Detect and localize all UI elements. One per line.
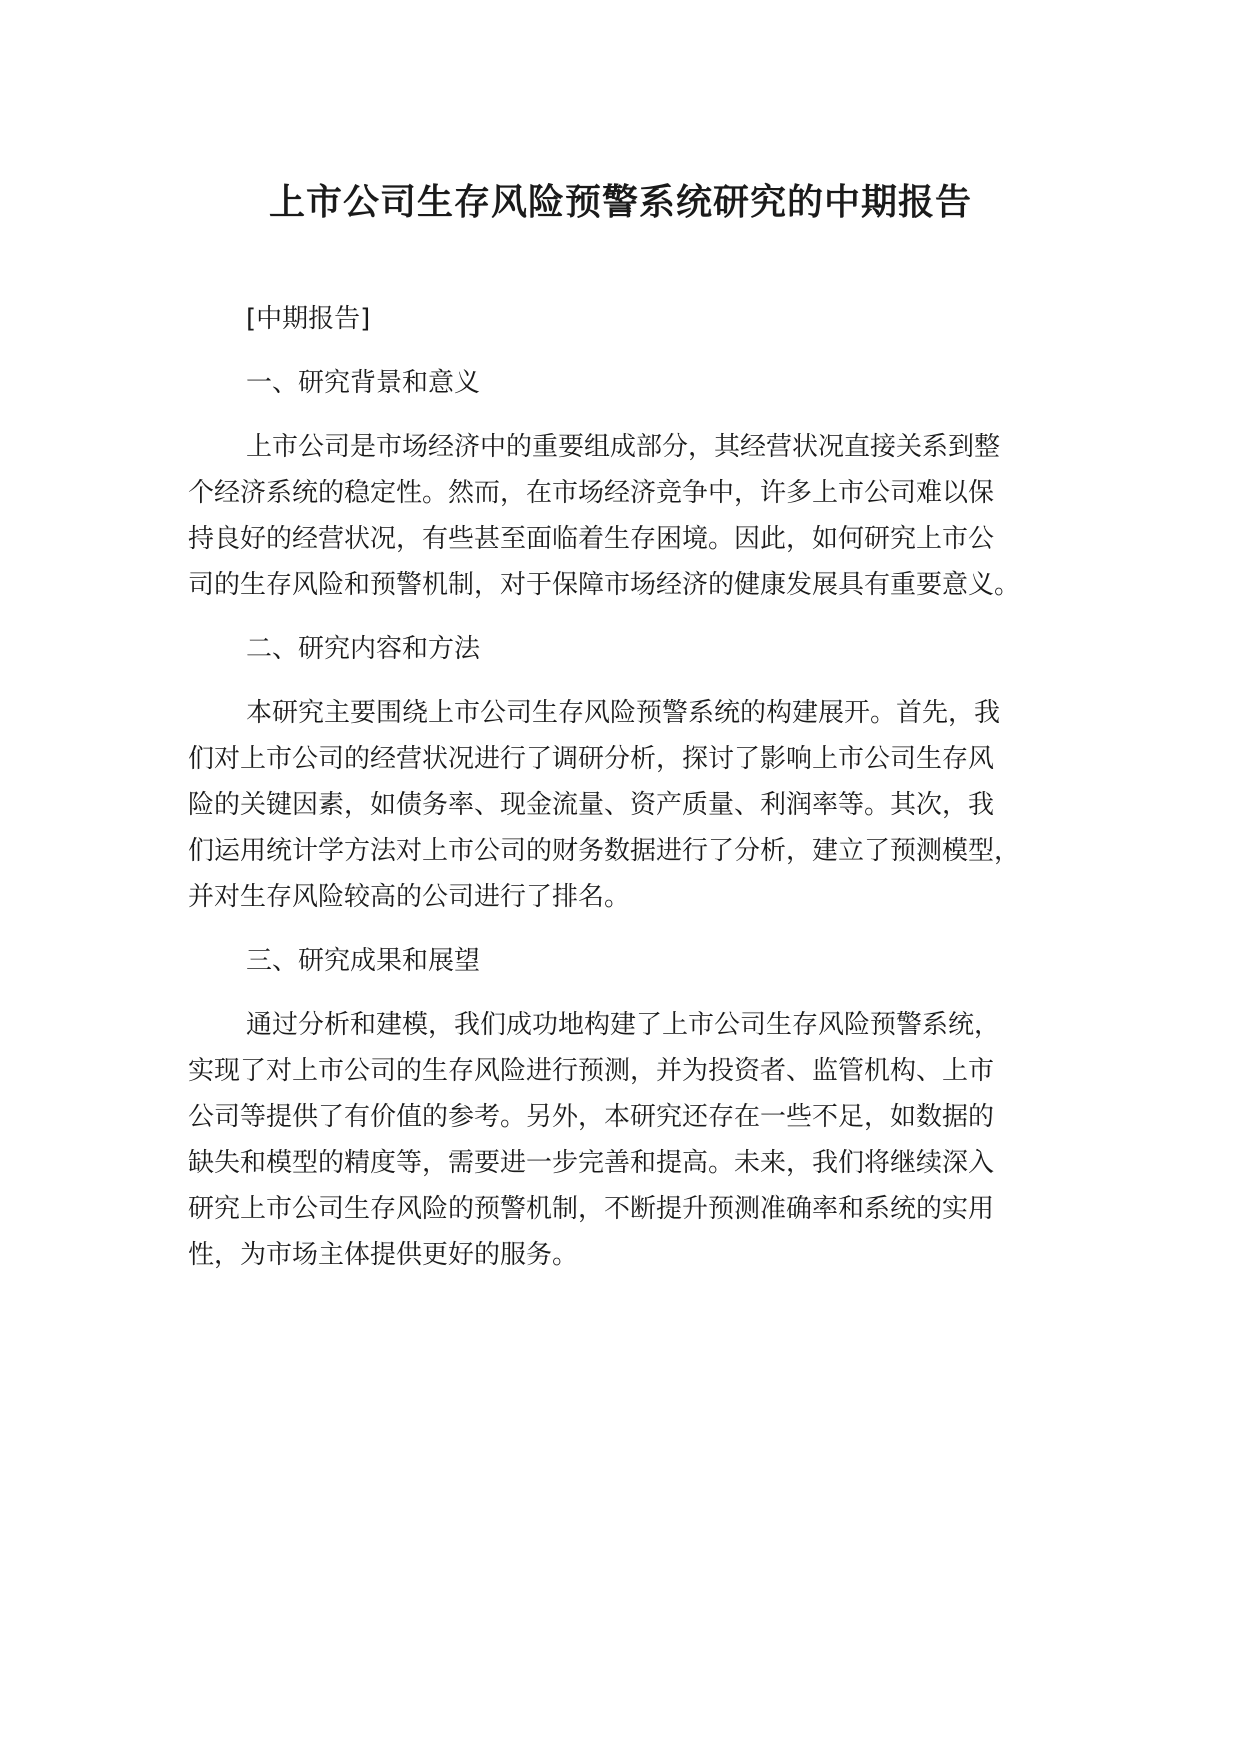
paragraph-line: 性，为市场主体提供更好的服务。 (188, 1240, 579, 1270)
paragraph-results-outlook (188, 1002, 1068, 1278)
paragraph-content-methods (188, 690, 1068, 920)
paragraph-line: 公司等提供了有价值的参考。另外，本研究还存在一些不足，如数据的 (188, 1102, 995, 1132)
paragraph-line: 个经济系统的稳定性。然而，在市场经济竞争中，许多上市公司难以保 (188, 478, 995, 508)
paragraph-line: 们运用统计学方法对上市公司的财务数据进行了分析，建立了预测模型， (188, 836, 1021, 866)
paragraph-line: 研究上市公司生存风险的预警机制，不断提升预测准确率和系统的实用 (188, 1194, 995, 1224)
paragraph-line: 们对上市公司的经营状况进行了调研分析，探讨了影响上市公司生存风 (188, 744, 995, 774)
paragraph-line: 本研究主要围绕上市公司生存风险预警系统的构建展开。首先，我 (246, 698, 1001, 728)
section-heading-results-outlook: 三、研究成果和展望 (246, 946, 481, 976)
paragraph-line: 缺失和模型的精度等，需要进一步完善和提高。未来，我们将继续深入 (188, 1148, 995, 1178)
paragraph-line: 通过分析和建模，我们成功地构建了上市公司生存风险预警系统， (246, 1010, 1001, 1040)
paragraph-line: 并对生存风险较高的公司进行了排名。 (188, 882, 631, 912)
section-heading-background: 一、研究背景和意义 (246, 368, 481, 398)
section-heading-content-methods: 二、研究内容和方法 (246, 634, 481, 664)
paragraph-line: 实现了对上市公司的生存风险进行预测，并为投资者、监管机构、上市 (188, 1056, 995, 1086)
paragraph-line: 险的关键因素，如债务率、现金流量、资产质量、利润率等。其次，我 (188, 790, 995, 820)
report-label: [中期报告] (246, 304, 371, 334)
paragraph-line: 上市公司是市场经济中的重要组成部分，其经营状况直接关系到整 (246, 432, 1001, 462)
paragraph-line: 持良好的经营状况，有些甚至面临着生存困境。因此，如何研究上市公 (188, 524, 995, 554)
document-title: 上市公司生存风险预警系统研究的中期报告 (268, 182, 972, 223)
document-body (188, 296, 1068, 1296)
paragraph-line: 司的生存风险和预警机制，对于保障市场经济的健康发展具有重要意义。 (188, 570, 1021, 600)
paragraph-background (188, 424, 1068, 608)
